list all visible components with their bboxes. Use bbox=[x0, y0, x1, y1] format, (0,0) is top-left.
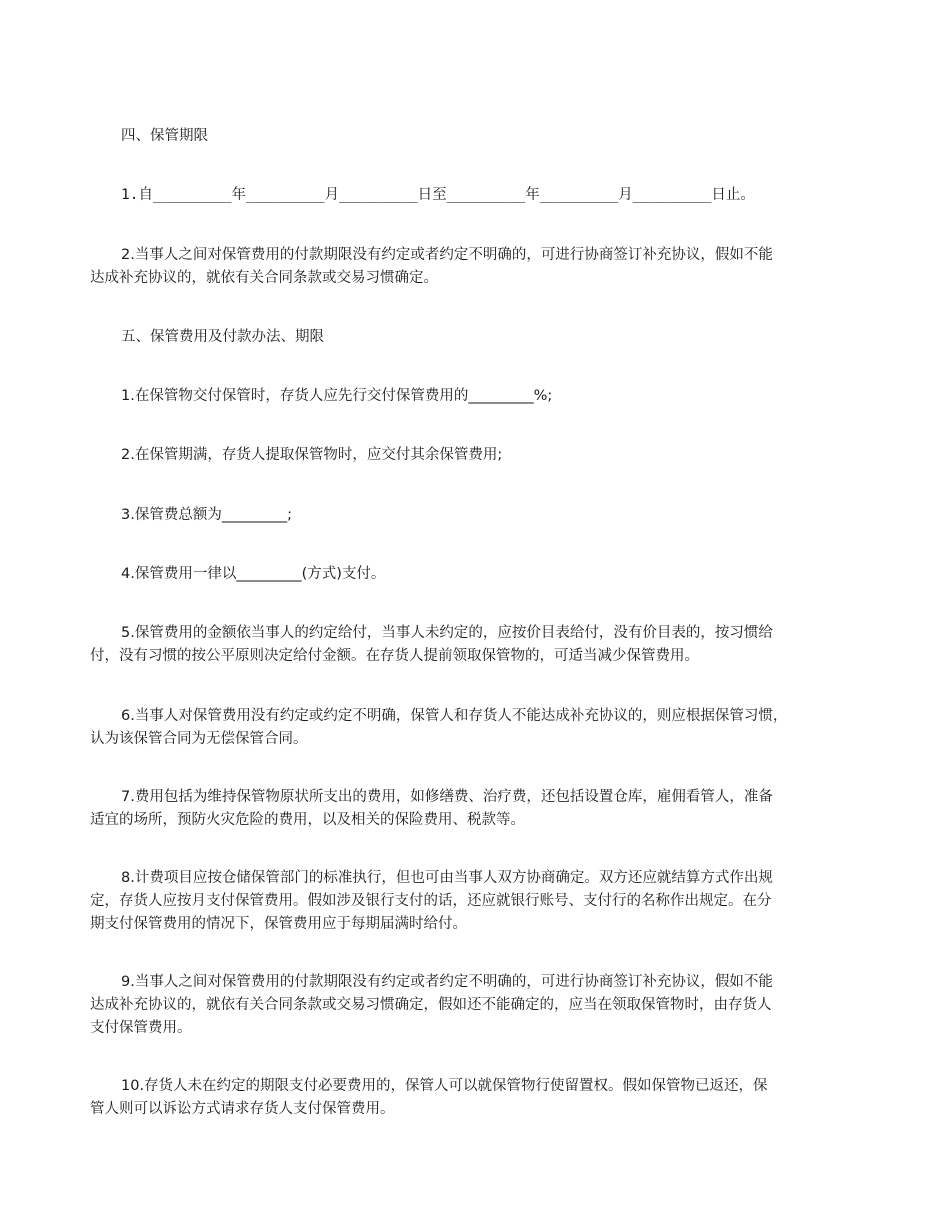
paragraph-fees-8-line-3: 期支付保管费用的情况下，保管费用应于每期届满时给付。 bbox=[90, 916, 467, 932]
paragraph-fees-8-line-1: 8.计费项目应按仓储保管部门的标准执行，但也可由当事人双方协商确定。双方还应就结算方式作出规 bbox=[121, 870, 773, 886]
paragraph-period-2-line-2: 达成补充协议的，就依有关合同条款或交易习惯确定。 bbox=[90, 270, 438, 286]
paragraph-fees-7-line-2: 适宜的场所，预防火灾危险的费用，以及相关的保险费用、税款等。 bbox=[90, 812, 525, 828]
paragraph-fees-3: 3.保管费总额为_________; bbox=[121, 507, 292, 523]
paragraph-fees-1: 1.在保管物交付保管时，存货人应先行交付保管费用的_________%; bbox=[121, 388, 553, 404]
paragraph-period-2-line-1: 2.当事人之间对保管费用的付款期限没有约定或者约定不明确的，可进行协商签订补充协议，假如不能 bbox=[121, 247, 773, 263]
paragraph-fees-5-line-1: 5.保管费用的金额依当事人的约定给付，当事人未约定的，应按价目表给付，没有价目表的，按习惯给 bbox=[121, 625, 773, 641]
paragraph-fees-9-line-3: 支付保管费用。 bbox=[90, 1020, 192, 1036]
paragraph-fees-6-line-2: 认为该保管合同为无偿保管合同。 bbox=[90, 731, 308, 747]
paragraph-fees-10-line-1: 10.存货人未在约定的期限支付必要费用的，保管人可以就保管物行使留置权。假如保管物已返还，保 bbox=[121, 1078, 768, 1094]
paragraph-fees-8-line-2: 定，存货人应按月支付保管费用。假如涉及银行支付的话，还应就银行账号、支付行的名称作出规定。在分 bbox=[90, 893, 772, 909]
paragraph-fees-2: 2.在保管期满，存货人提取保管物时，应交付其余保管费用; bbox=[121, 447, 503, 463]
section-heading-storage-period: 四、保管期限 bbox=[121, 128, 208, 144]
paragraph-fees-6-line-1: 6.当事人对保管费用没有约定或约定不明确，保管人和存货人不能达成补充协议的，则应根据保管习惯， bbox=[121, 708, 788, 724]
section-heading-fees-payment: 五、保管费用及付款办法、期限 bbox=[121, 329, 324, 345]
paragraph-period-dates: 1.自_________年_________月_________日至_________年_________月_________日止。 bbox=[121, 187, 755, 203]
paragraph-fees-4: 4.保管费用一律以_________(方式)支付。 bbox=[121, 566, 386, 582]
paragraph-fees-9-line-1: 9.当事人之间对保管费用的付款期限没有约定或者约定不明确的，可进行协商签订补充协议，假如不能 bbox=[121, 974, 773, 990]
paragraph-fees-7-line-1: 7.费用包括为维持保管物原状所支出的费用，如修缮费、治疗费，还包括设置仓库，雇佣看管人，准备 bbox=[121, 789, 773, 805]
paragraph-fees-5-line-2: 付，没有习惯的按公平原则决定给付金额。在存货人提前领取保管物的，可适当减少保管费用。 bbox=[90, 648, 699, 664]
paragraph-fees-10-line-2: 管人则可以诉讼方式请求存货人支付保管费用。 bbox=[90, 1101, 395, 1117]
paragraph-fees-9-line-2: 达成补充协议的，就依有关合同条款或交易习惯确定，假如还不能确定的，应当在领取保管物时，由存货人 bbox=[90, 997, 772, 1013]
